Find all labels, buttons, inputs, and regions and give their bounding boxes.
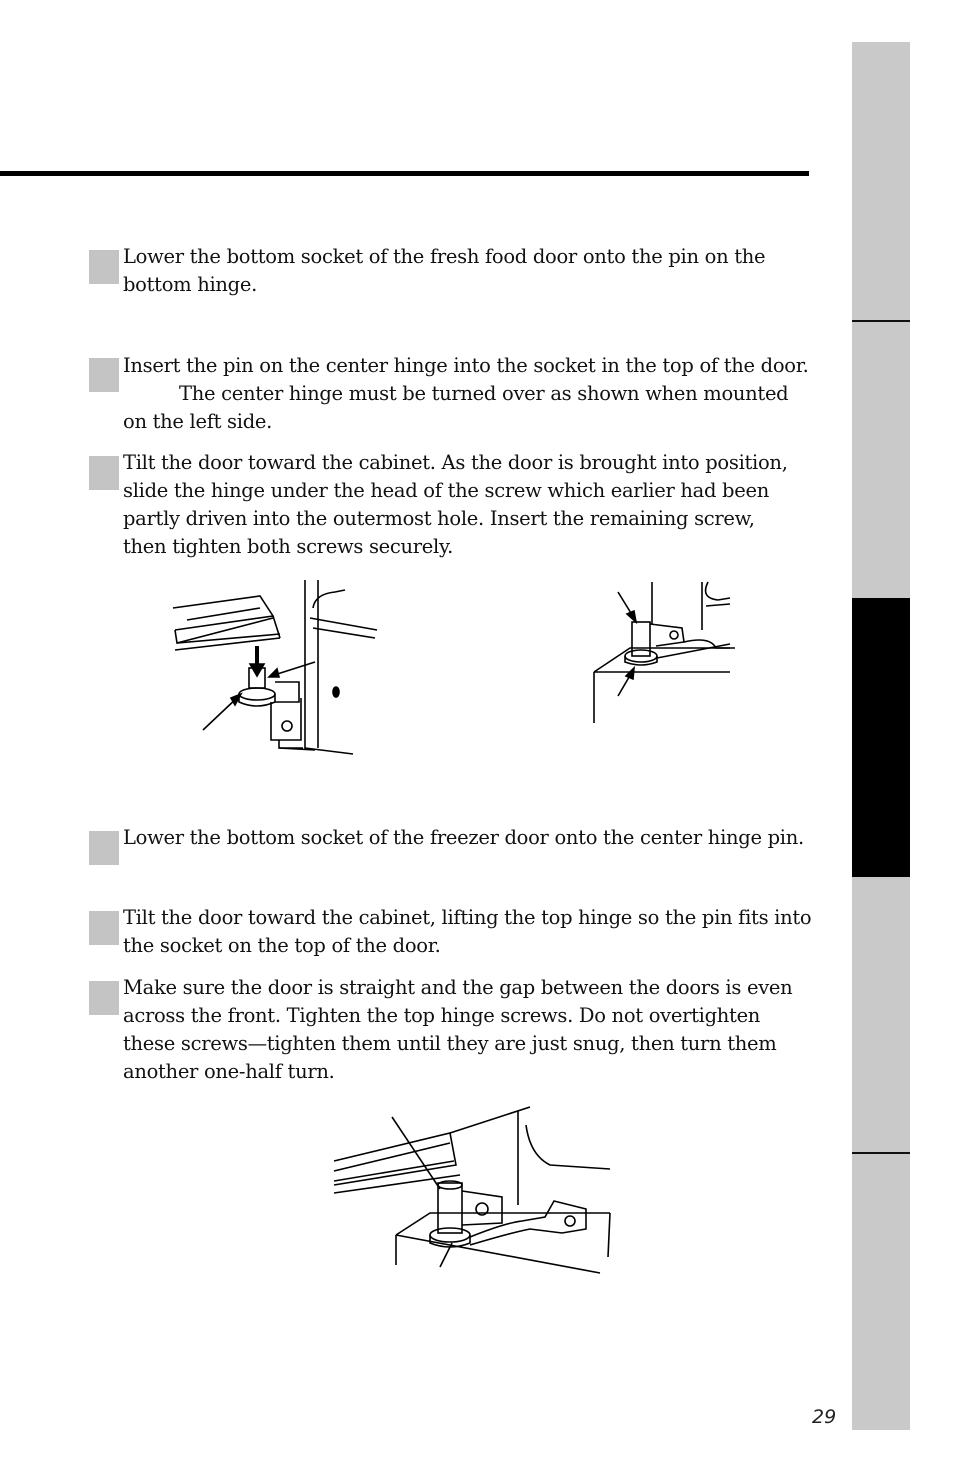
step-6-text: Make sure the door is straight and the gap between the doors is even across the front. Tighten the top hinge screws. Do not overtighten these screws—tighten them until they are just snug, then turn them another one-half turn. [123,976,793,1083]
top-hinge-illustration [330,1105,615,1277]
step-marker [89,911,119,945]
step-marker [89,358,119,392]
step-marker [89,831,119,865]
step-2 [123,352,813,436]
section-tab-active [852,598,910,877]
section-tab-4 [852,877,910,1152]
center-hinge-illustration [590,578,740,728]
step-marker [89,250,119,284]
step-1-text: Lower the bottom socket of the fresh food door onto the pin on the bottom hinge. [123,245,766,296]
bottom-hinge-illustration [165,578,385,760]
step-marker [89,456,119,490]
step-2-text: Insert the pin on the center hinge into the socket in the top of the door. [123,354,809,377]
step-3-text: Tilt the door toward the cabinet. As the door is brought into position, slide the hinge under the head of the screw which earlier had been partly driven into the outermost hole. Insert the remaining screw, then tighten both screws securely. [123,451,788,558]
step-5-text: Tilt the door toward the cabinet, lifting the top hinge so the pin fits into the socket on the top of the door. [123,906,812,957]
step-2-note: The center hinge must be turned over as shown when mounted on the left side. [123,382,789,433]
section-tab-5 [852,1154,910,1430]
step-marker [89,981,119,1015]
page-number: 29 [812,1406,837,1428]
header-rule [0,171,809,176]
section-tab-1 [852,42,910,320]
section-tab-2 [852,322,910,598]
step-4-text: Lower the bottom socket of the freezer door onto the center hinge pin. [123,826,804,849]
